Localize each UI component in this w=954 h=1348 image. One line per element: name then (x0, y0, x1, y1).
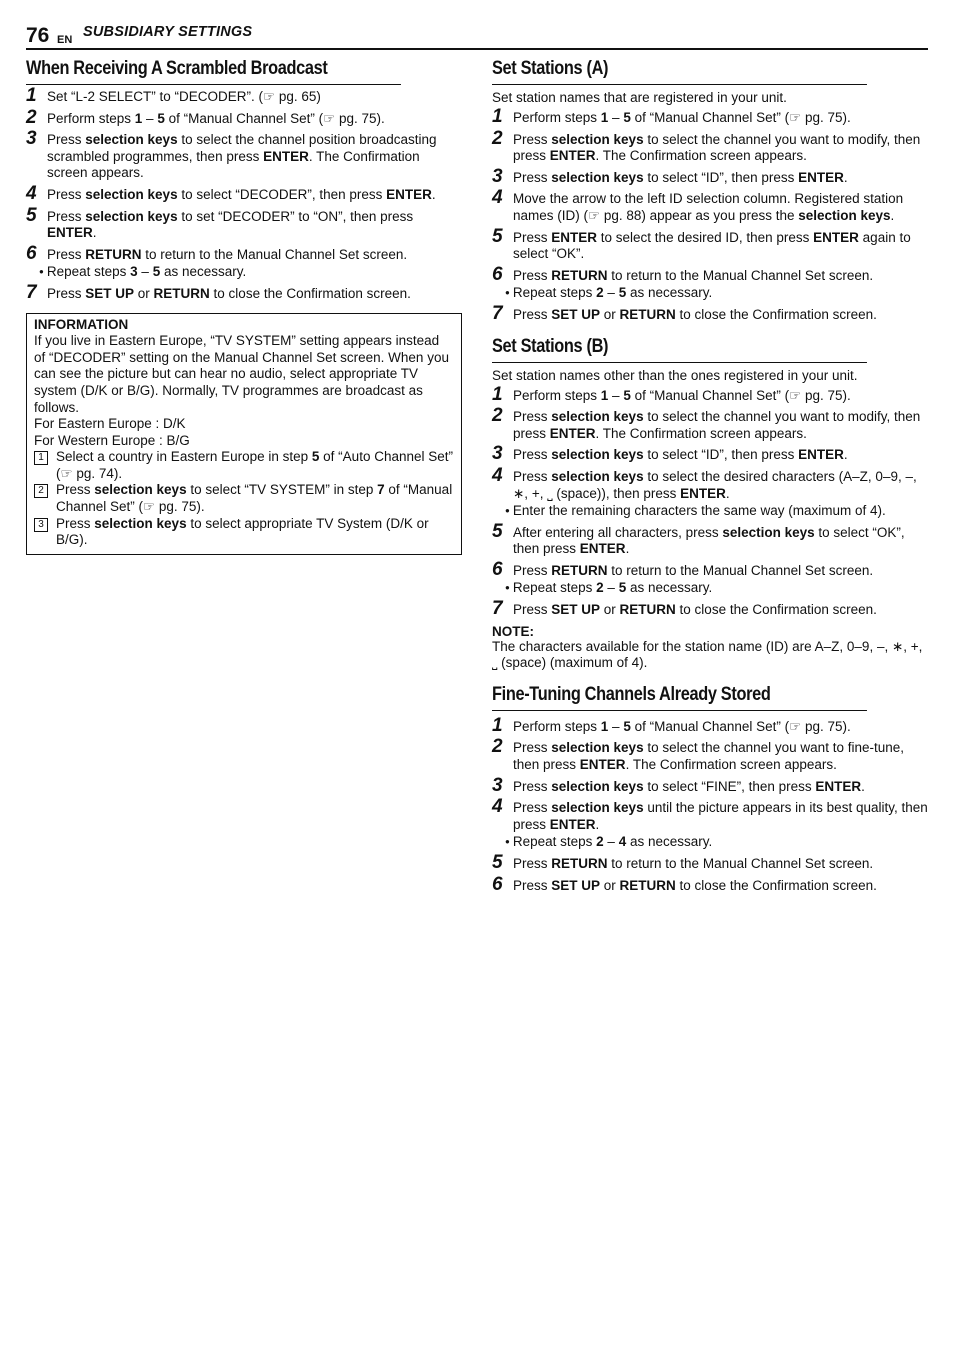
step-text: After entering all characters, press selection keys to select “OK”, then press ENTER. (513, 524, 905, 557)
step-number: 4 (492, 796, 503, 818)
step-number: 4 (26, 182, 37, 204)
step (492, 383, 928, 405)
section-intro: Set station names other than the ones registered in your unit. (492, 367, 858, 383)
step (492, 852, 928, 873)
step-number: 6 (492, 873, 503, 895)
step-text: Press selection keys until the picture appears in its best quality, then press ENTER. (513, 800, 928, 832)
step-number: 1 (492, 714, 503, 736)
step-number: 2 (492, 127, 503, 149)
step (26, 204, 462, 242)
step-number: 3 (492, 774, 503, 796)
step-number: 5 (492, 852, 503, 873)
bullet-text: ● Enter the remaining characters the same way (maximum of 4). (513, 503, 928, 520)
step-number: 3 (492, 165, 503, 187)
information-box (26, 313, 462, 555)
step-number: 2 (492, 736, 503, 758)
section-title-set-stations-a: Set Stations (A) (492, 58, 867, 85)
step-bullet (492, 285, 928, 302)
step-number: 6 (492, 263, 503, 285)
step (26, 106, 462, 128)
bullet-text: ● Repeat steps 2 – 4 as necessary. (513, 834, 928, 851)
step-text: Press selection keys to select the channel position broadcasting scrambled programmes, then press ENTER. The Confirmation screen appears. (47, 132, 437, 181)
section-title-fine-tuning: Fine-Tuning Channels Already Stored (492, 684, 867, 711)
step-text: Press SET UP or RETURN to close the Confirmation screen. (513, 306, 877, 322)
step (492, 106, 928, 127)
running-header: SUBSIDIARY SETTINGS (83, 24, 253, 40)
step (492, 520, 928, 558)
information-substep (34, 482, 454, 515)
step (492, 774, 928, 796)
information-body: If you live in Eastern Europe, “TV SYSTEM” setting appears instead of “DECODER” setting on the Manual Channel Set screen. When you can see the picture but can hear no audio, select appropriate TV system (D/K or B/G). Normally, TV programmes are broadcast as follows. (34, 333, 449, 415)
step-text: Set “L-2 SELECT” to “DECODER”. (☞ pg. 65) (47, 89, 321, 104)
information-line-eastern: For Eastern Europe : D/K (34, 416, 186, 432)
step-text: Press RETURN to return to the Manual Channel Set screen. (513, 267, 874, 283)
step-bullet (492, 503, 928, 520)
step-number: 7 (26, 281, 37, 303)
information-line-western: For Western Europe : B/G (34, 432, 190, 448)
step-number: 2 (492, 405, 503, 427)
section-title-scrambled: When Receiving A Scrambled Broadcast (26, 58, 401, 85)
step (26, 242, 462, 264)
step-text: Perform steps 1 – 5 of “Manual Channel Set” (☞ pg. 75). (513, 718, 851, 734)
step (492, 127, 928, 165)
step (492, 558, 928, 580)
steps-scrambled (26, 85, 462, 303)
step-number: 1 (26, 85, 37, 106)
step-number: 7 (492, 598, 503, 620)
steps-set-stations-b (492, 383, 928, 620)
step-text: Press RETURN to return to the Manual Channel Set screen. (513, 856, 874, 871)
substep-text: Press selection keys to select appropriate TV System (D/K or B/G). (56, 515, 429, 548)
step-text: Press selection keys to select “ID”, then press ENTER. (513, 447, 848, 463)
step (26, 128, 462, 182)
step-text: Perform steps 1 – 5 of “Manual Channel Set” (☞ pg. 75). (47, 110, 385, 126)
information-heading: INFORMATION (34, 316, 129, 332)
substep-text: Select a country in Eastern Europe in step 5 of “Auto Channel Set” (☞ pg. 74). (56, 449, 453, 481)
step (26, 182, 462, 204)
substep-number: 3 (34, 518, 48, 532)
step-number: 3 (26, 128, 37, 150)
substep-number: 1 (34, 451, 48, 465)
step-text: Press ENTER to select the desired ID, then press ENTER again to select “OK”. (513, 229, 911, 262)
step (492, 796, 928, 833)
step-number: 2 (26, 106, 37, 128)
steps-set-stations-a (492, 106, 928, 324)
steps-fine-tuning (492, 714, 928, 895)
section-title-set-stations-b: Set Stations (B) (492, 336, 867, 363)
information-substep (34, 516, 454, 549)
step-bullet (492, 580, 928, 597)
step-text: Press selection keys to select the desired characters (A–Z, 0–9, –, ∗, +, ⎵ (space)), then press ENTER. (513, 468, 917, 501)
substep-text: Press selection keys to select “TV SYSTEM” in step 7 of “Manual Channel Set” (☞ pg. 75). (56, 482, 453, 515)
step-number: 1 (492, 106, 503, 127)
step-number: 4 (492, 464, 503, 486)
step (492, 443, 928, 465)
section-intro: Set station names that are registered in your unit. (492, 90, 787, 105)
step-text: Press selection keys to select the channel you want to modify, then press ENTER. The Confirmation screen appears. (513, 131, 921, 164)
step-text: Press selection keys to select the channel you want to fine-tune, then press ENTER. The Confirmation screen appears. (513, 740, 904, 773)
step (492, 873, 928, 895)
step-text: Press selection keys to select “FINE”, then press ENTER. (513, 778, 865, 794)
step (492, 598, 928, 620)
step-number: 7 (492, 302, 503, 324)
step-text: Press RETURN to return to the Manual Channel Set screen. (513, 562, 874, 578)
step-number: 5 (492, 225, 503, 247)
bullet-text: ● Repeat steps 2 – 5 as necessary. (513, 580, 928, 597)
step (26, 85, 462, 106)
substep-number: 2 (34, 484, 48, 498)
step-number: 4 (492, 187, 503, 209)
step-bullet (26, 264, 462, 281)
page-header (26, 22, 928, 50)
note-heading: NOTE: (492, 623, 534, 639)
bullet-text: ● Repeat steps 2 – 5 as necessary. (513, 285, 928, 302)
step (492, 165, 928, 187)
step (492, 302, 928, 324)
page-number: 76 (26, 24, 50, 47)
step (492, 714, 928, 736)
step-text: Press selection keys to select “ID”, then press ENTER. (513, 169, 848, 185)
step (492, 405, 928, 442)
step (492, 464, 928, 502)
step-number: 6 (492, 558, 503, 580)
bullet-text: ● Repeat steps 3 – 5 as necessary. (47, 264, 462, 281)
information-substep (34, 449, 454, 482)
step-text: Press selection keys to select “DECODER”, then press ENTER. (47, 186, 436, 202)
step (492, 736, 928, 773)
step-number: 1 (492, 383, 503, 405)
step-text: Press RETURN to return to the Manual Channel Set screen. (47, 246, 408, 262)
step (26, 281, 462, 303)
step-text: Press selection keys to select the channel you want to modify, then press ENTER. The Confirmation screen appears. (513, 409, 921, 441)
language-label: EN (57, 34, 73, 46)
note-body: The characters available for the station name (ID) are A–Z, 0–9, –, ∗, +, ⎵ (space) (maximum of 4). (492, 638, 923, 671)
step-text: Press selection keys to set “DECODER” to “ON”, then press ENTER. (47, 208, 414, 241)
step-number: 6 (26, 242, 37, 264)
right-column (492, 58, 928, 899)
step-text: Press SET UP or RETURN to close the Confirmation screen. (47, 285, 411, 301)
step-text: Perform steps 1 – 5 of “Manual Channel Set” (☞ pg. 75). (513, 387, 851, 403)
step-bullet (492, 834, 928, 851)
step (492, 263, 928, 285)
step-number: 3 (492, 443, 503, 465)
step-number: 5 (26, 204, 37, 226)
step-text: Press SET UP or RETURN to close the Confirmation screen. (513, 602, 877, 618)
step (492, 187, 928, 224)
step-number: 5 (492, 520, 503, 542)
step-text: Press SET UP or RETURN to close the Confirmation screen. (513, 877, 877, 893)
step-text: Perform steps 1 – 5 of “Manual Channel Set” (☞ pg. 75). (513, 110, 851, 125)
step (492, 225, 928, 263)
step-text: Move the arrow to the left ID selection column. Registered station names (ID) (☞ pg. 88) appear as you press the selection keys. (513, 191, 904, 223)
left-column (26, 58, 462, 555)
